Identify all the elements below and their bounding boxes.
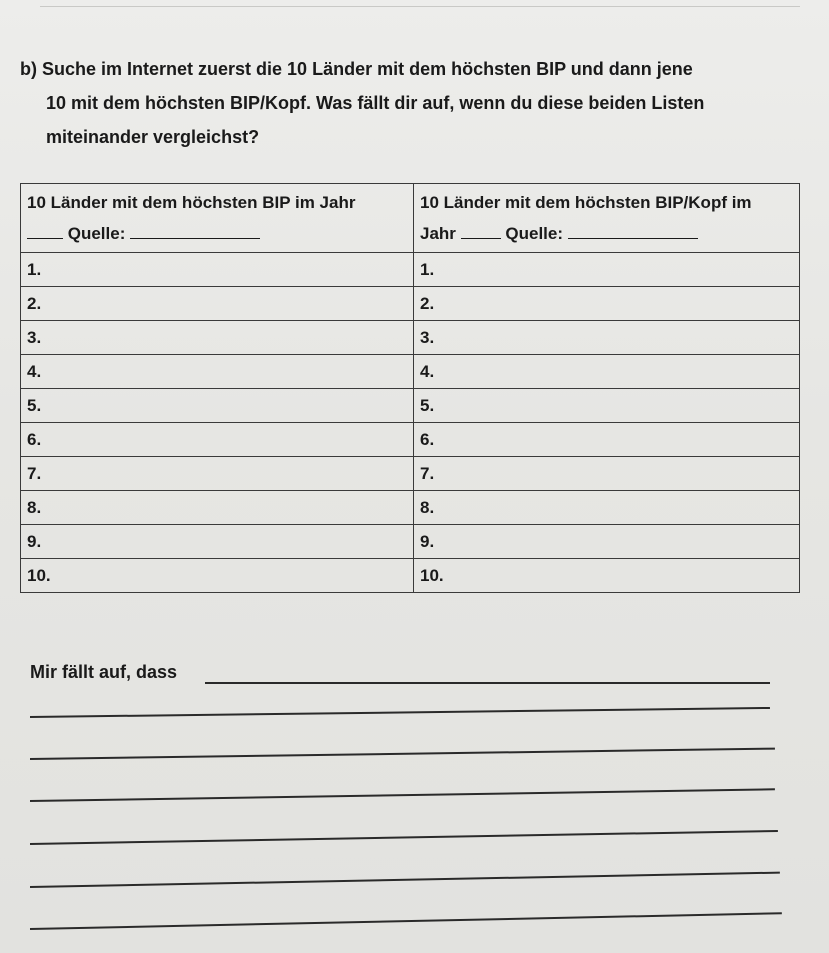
left-rank-cell[interactable]: 7. — [21, 457, 414, 491]
right-source-label: Quelle: — [505, 224, 564, 243]
left-header-cell — [21, 184, 414, 253]
table-row — [21, 525, 800, 559]
table-row — [21, 355, 800, 389]
table-row — [21, 559, 800, 593]
left-rank-cell[interactable]: 10. — [21, 559, 414, 593]
table-row — [21, 287, 800, 321]
task-instruction — [20, 52, 780, 154]
right-rank-cell[interactable]: 5. — [414, 389, 800, 423]
table-row — [21, 253, 800, 287]
answer-line[interactable] — [205, 682, 770, 684]
left-rank-cell[interactable]: 4. — [21, 355, 414, 389]
right-year-blank[interactable] — [461, 220, 501, 239]
table-row — [21, 491, 800, 525]
right-rank-cell[interactable]: 10. — [414, 559, 800, 593]
right-header-cell — [414, 184, 800, 253]
table-row — [21, 389, 800, 423]
table-row — [21, 457, 800, 491]
table-header-row — [21, 184, 800, 253]
task-line-2: 10 mit dem höchsten BIP/Kopf. Was fällt dir auf, wenn du diese beiden Listen — [46, 93, 705, 113]
answer-line[interactable] — [30, 912, 782, 929]
top-rule — [40, 6, 800, 7]
comparison-table — [20, 183, 800, 593]
left-rank-cell[interactable]: 3. — [21, 321, 414, 355]
right-rank-cell[interactable]: 4. — [414, 355, 800, 389]
answer-prompt: Mir fällt auf, dass — [30, 662, 178, 682]
right-rank-cell[interactable]: 6. — [414, 423, 800, 457]
left-rank-cell[interactable]: 5. — [21, 389, 414, 423]
left-year-blank[interactable] — [27, 220, 63, 239]
left-rank-cell[interactable]: 6. — [21, 423, 414, 457]
right-source-blank[interactable] — [568, 220, 698, 239]
left-column-title: 10 Länder mit dem höchsten BIP im Jahr — [27, 193, 356, 212]
right-year-label: Jahr — [420, 224, 456, 243]
right-rank-cell[interactable]: 3. — [414, 321, 800, 355]
left-rank-cell[interactable]: 8. — [21, 491, 414, 525]
table-row — [21, 423, 800, 457]
right-column-title: 10 Länder mit dem höchsten BIP/Kopf im — [420, 193, 752, 212]
answer-line[interactable] — [30, 830, 778, 845]
left-source-label: Quelle: — [67, 224, 126, 243]
task-line-1: b) Suche im Internet zuerst die 10 Länder mit dem höchsten BIP und dann jene — [20, 59, 693, 79]
left-rank-cell[interactable]: 9. — [21, 525, 414, 559]
left-rank-cell[interactable]: 1. — [21, 253, 414, 287]
right-rank-cell[interactable]: 1. — [414, 253, 800, 287]
answer-line[interactable] — [30, 748, 775, 760]
right-rank-cell[interactable]: 8. — [414, 491, 800, 525]
answer-line[interactable] — [30, 872, 780, 888]
right-rank-cell[interactable]: 9. — [414, 525, 800, 559]
left-rank-cell[interactable]: 2. — [21, 287, 414, 321]
task-line-3: miteinander vergleichst? — [46, 127, 260, 147]
answer-line[interactable] — [30, 788, 775, 801]
right-rank-cell[interactable]: 2. — [414, 287, 800, 321]
table-row — [21, 321, 800, 355]
right-rank-cell[interactable]: 7. — [414, 457, 800, 491]
left-source-blank[interactable] — [130, 220, 260, 239]
answer-line[interactable] — [30, 707, 770, 718]
